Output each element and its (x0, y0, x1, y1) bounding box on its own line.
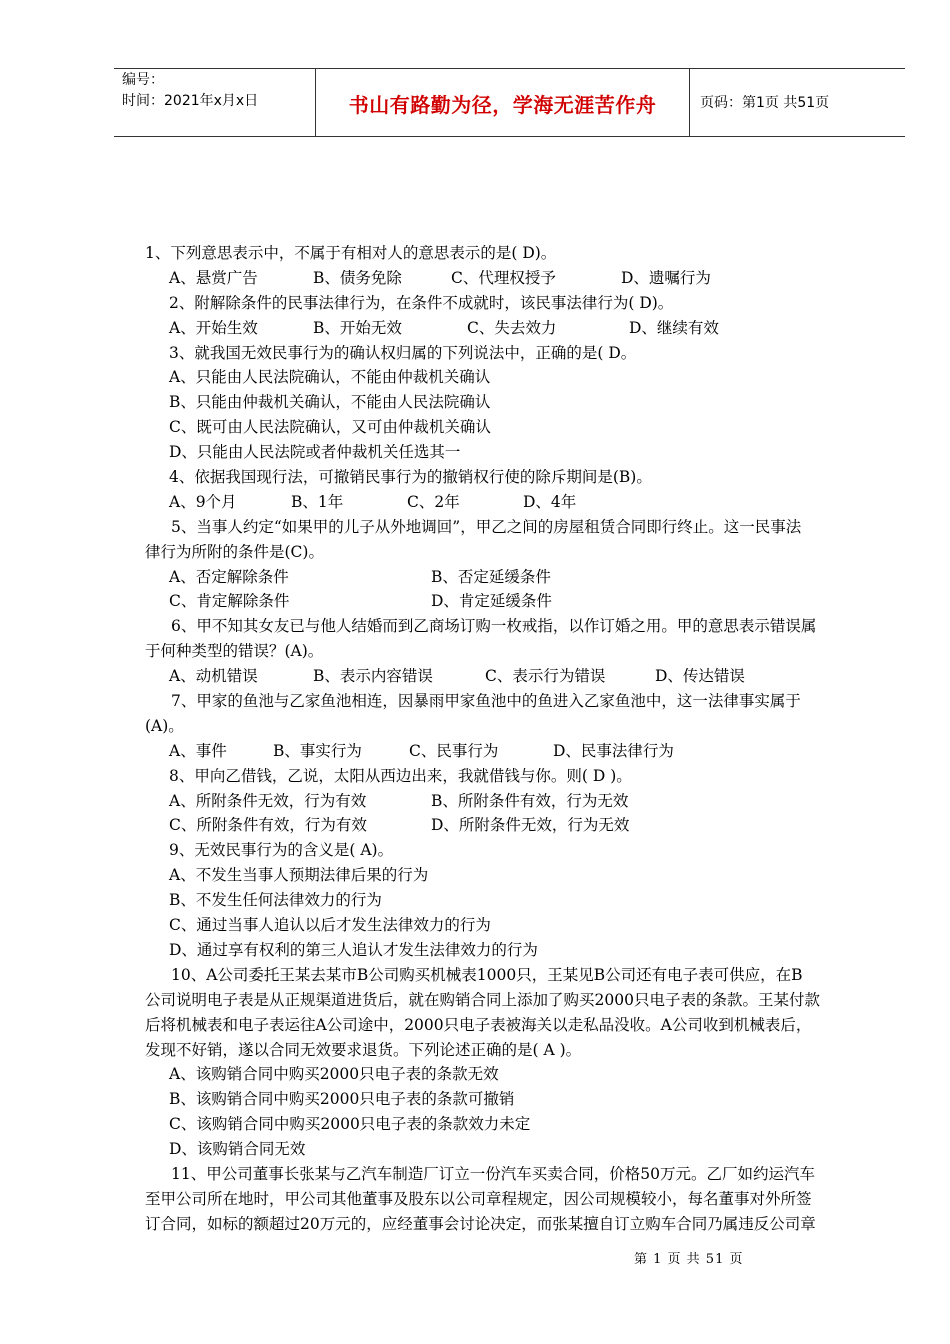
option: D、传达错误 (655, 667, 745, 686)
option: C、2年 (407, 492, 460, 511)
option: A、开始生效 (169, 318, 258, 337)
header-motto: 书山有路勤为径，学海无涯苦作舟 (348, 93, 657, 117)
question-stem: 9、无效民事行为的含义是( A)。 (169, 841, 394, 860)
option: D、遗嘱行为 (621, 268, 711, 287)
option-row (145, 266, 878, 291)
header-bottom-rule (114, 136, 905, 137)
option: A、所附条件无效，行为有效 (169, 791, 367, 810)
option: B、开始无效 (313, 318, 402, 337)
option: A、动机错误 (169, 667, 258, 686)
option: D、只能由人民法院或者仲裁机关任选其一 (169, 443, 461, 462)
option: B、1年 (291, 492, 344, 511)
question-stem-cont: 至甲公司所在地时，甲公司其他董事及股东以公司章程规定，因公司规模较小，每名董事对外所签 (145, 1189, 812, 1208)
option: B、债务免除 (313, 268, 402, 287)
option: A、该购销合同中购买2000只电子表的条款无效 (169, 1065, 499, 1084)
option: C、民事行为 (409, 741, 499, 760)
question-stem-cont: 律行为所附的条件是(C)。 (145, 542, 324, 561)
option: B、只能由仲裁机关确认，不能由人民法院确认 (169, 393, 491, 412)
header-divider-2 (689, 68, 690, 136)
option-row (145, 589, 878, 614)
question-stem: 8、甲向乙借钱，乙说，太阳从西边出来，我就借钱与你。则( D )。 (169, 766, 632, 785)
question-stem: 4、依据我国现行法，可撤销民事行为的撤销权行使的除斥期间是(B)。 (169, 468, 652, 487)
header-top-rule (114, 68, 905, 69)
option: D、通过享有权利的第三人追认才发生法律效力的行为 (169, 940, 538, 959)
option: A、9个月 (169, 492, 237, 511)
question-stem-cont: 订合同，如标的额超过20万元的，应经董事会讨论决定，而张某擅自订立购车合同乃属违反公司章 (145, 1214, 816, 1233)
option-row (145, 565, 878, 590)
option: C、代理权授予 (451, 268, 556, 287)
option: C、通过当事人追认以后才发生法律效力的行为 (169, 916, 491, 935)
question-stem: 10、A公司委托王某去某市B公司购买机械表1000只，王某见B公司还有电子表可供应，在B (171, 965, 803, 984)
question-stem-cont: 发现不好销，遂以合同无效要求退货。下列论述正确的是( A )。 (145, 1040, 582, 1059)
header-meta (122, 70, 258, 112)
option: B、不发生任何法律效力的行为 (169, 891, 382, 910)
question-stem-cont: 于何种类型的错误？(A)。 (145, 642, 324, 661)
option: A、否定解除条件 (169, 567, 289, 586)
question-stem: 3、就我国无效民事行为的确认权归属的下列说法中，正确的是( D。 (169, 343, 637, 362)
option: B、否定延缓条件 (431, 567, 551, 586)
option-row (145, 813, 878, 838)
option: D、4年 (523, 492, 577, 511)
option: B、事实行为 (273, 741, 362, 760)
option: D、继续有效 (629, 318, 719, 337)
option: A、不发生当事人预期法律后果的行为 (169, 866, 429, 885)
option: C、该购销合同中购买2000只电子表的条款效力未定 (169, 1115, 531, 1134)
option: C、失去效力 (467, 318, 557, 337)
question-stem: 7、甲家的鱼池与乙家鱼池相连，因暴雨甲家鱼池中的鱼进入乙家鱼池中，这一法律事实属于 (171, 692, 801, 711)
option: A、事件 (169, 741, 227, 760)
header-page-info: 页码：第1页 共51页 (700, 95, 830, 111)
option: D、所附条件无效，行为无效 (431, 816, 630, 835)
question-stem: 11、甲公司董事长张某与乙汽车制造厂订立一份汽车买卖合同，价格50万元。乙厂如约运汽车 (171, 1164, 815, 1183)
option: C、所附条件有效，行为有效 (169, 816, 367, 835)
question-list (145, 241, 878, 1237)
question-stem: 1、下列意思表示中，不属于有相对人的意思表示的是( D)。 (145, 244, 557, 262)
page-footer: 第 1 页 共 51 页 (634, 1252, 744, 1267)
document-number: 编号： (122, 72, 164, 88)
option: C、肯定解除条件 (169, 592, 290, 611)
option-row (145, 739, 878, 764)
option: D、民事法律行为 (553, 741, 674, 760)
option: C、既可由人民法院确认，又可由仲裁机关确认 (169, 418, 491, 437)
question-stem-cont: (A)。 (145, 716, 184, 735)
option: D、肯定延缓条件 (431, 592, 552, 611)
option: A、只能由人民法院确认，不能由仲裁机关确认 (169, 368, 491, 387)
document-time: 时间：2021年x月x日 (122, 93, 259, 109)
option: A、悬赏广告 (169, 268, 258, 287)
option: B、所附条件有效，行为无效 (431, 791, 629, 810)
question-stem-cont: 后将机械表和电子表运往A公司途中，2000只电子表被海关以走私品没收。A公司收到机械表后， (145, 1015, 812, 1034)
question-stem: 5、当事人约定“如果甲的儿子从外地调回”，甲乙之间的房屋租赁合同即行终止。这一民事法 (171, 517, 802, 536)
option-row (145, 664, 878, 689)
question-stem: 6、甲不知其女友已与他人结婚而到乙商场订购一枚戒指，以作订婚之用。甲的意思表示错误属 (171, 617, 817, 636)
question-stem-cont: 公司说明电子表是从正规渠道进货后，就在购销合同上添加了购买2000只电子表的条款。王某付款 (145, 990, 820, 1009)
option: C、表示行为错误 (485, 667, 606, 686)
option-row (145, 490, 878, 515)
option-row (145, 789, 878, 814)
option: B、该购销合同中购买2000只电子表的条款可撤销 (169, 1090, 515, 1109)
option: B、表示内容错误 (313, 667, 433, 686)
option-row (145, 316, 878, 341)
option: D、该购销合同无效 (169, 1140, 306, 1159)
question-stem: 2、附解除条件的民事法律行为，在条件不成就时，该民事法律行为( D)。 (169, 293, 674, 312)
